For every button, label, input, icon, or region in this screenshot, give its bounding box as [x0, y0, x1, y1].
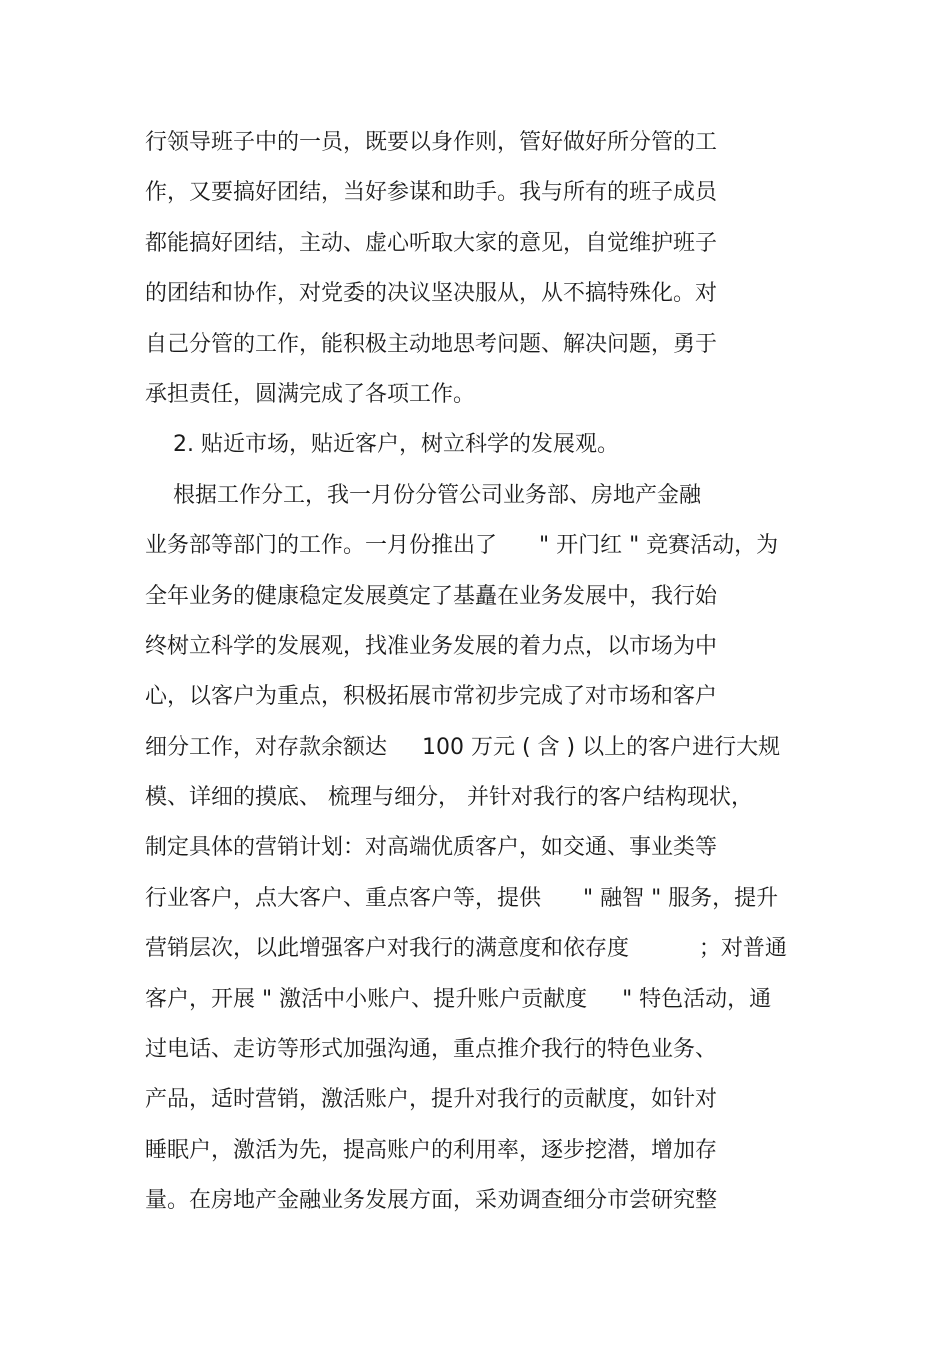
- text-line: 业务部等部门的工作。一月份推出了 " 开门红 " 竞赛活动，为: [145, 533, 779, 559]
- text-line: 制定具体的营销计划：对高端优质客户，如交通、事业类等: [145, 835, 718, 861]
- text-line: 都能搞好团结，主动、虚心听取大家的意见，自觉维护班子: [145, 230, 718, 256]
- text-line: 行领导班子中的一员，既要以身作则，管好做好所分管的工: [145, 130, 718, 155]
- text-line: 营销层次，以此增强客户对我行的满意度和依存度 ；对普通: [145, 936, 787, 962]
- section-heading: 2. 贴近市场，贴近客户，树立科学的发展观。: [145, 432, 619, 458]
- text-line: 行业客户，点大客户、重点客户等，提供 " 融智 " 服务，提升: [145, 885, 779, 911]
- text-line: 的团结和协作，对党委的决议坚决服从，从不搞特殊化。对: [145, 281, 718, 307]
- text-line: 细分工作，对存款余额达 100 万元 ( 含 ) 以上的客户进行大规: [145, 734, 781, 760]
- text-line: 作，又要搞好团结，当好参谋和助手。我与所有的班子成员: [145, 180, 718, 206]
- body-text: [145, 118, 815, 1227]
- text-line: 过电话、走访等形式加强沟通，重点推介我行的特色业务、: [145, 1037, 718, 1063]
- text-line: 全年业务的健康稳定发展奠定了基矗在业务发展中，我行始: [145, 583, 718, 609]
- text-line: 心，以客户为重点，积极拓展市常初步完成了对市场和客户: [145, 684, 718, 710]
- text-line: 根据工作分工，我一月份分管公司业务部、房地产金融: [145, 482, 701, 508]
- text-line: 量。在房地产金融业务发展方面，采劝调查细分市尝研究整: [145, 1188, 718, 1214]
- text-line: 客户，开展 " 激活中小账户、提升账户贡献度 " 特色活动，通: [145, 986, 772, 1012]
- text-line: 自己分管的工作，能积极主动地思考问题、解决问题，勇于: [145, 331, 718, 357]
- text-line: 承担责任，圆满完成了各项工作。: [145, 381, 476, 407]
- text-line: 模、详细的摸底、 梳理与细分， 并针对我行的客户结构现状，: [145, 785, 753, 811]
- text-line: 睡眠户，激活为先，提高账户的利用率，逐步挖潜，增加存: [145, 1137, 718, 1163]
- text-line: 终树立科学的发展观，找准业务发展的着力点，以市场为中: [145, 633, 718, 659]
- text-line: 产品，适时营销，激活账户，提升对我行的贡献度，如针对: [145, 1087, 718, 1113]
